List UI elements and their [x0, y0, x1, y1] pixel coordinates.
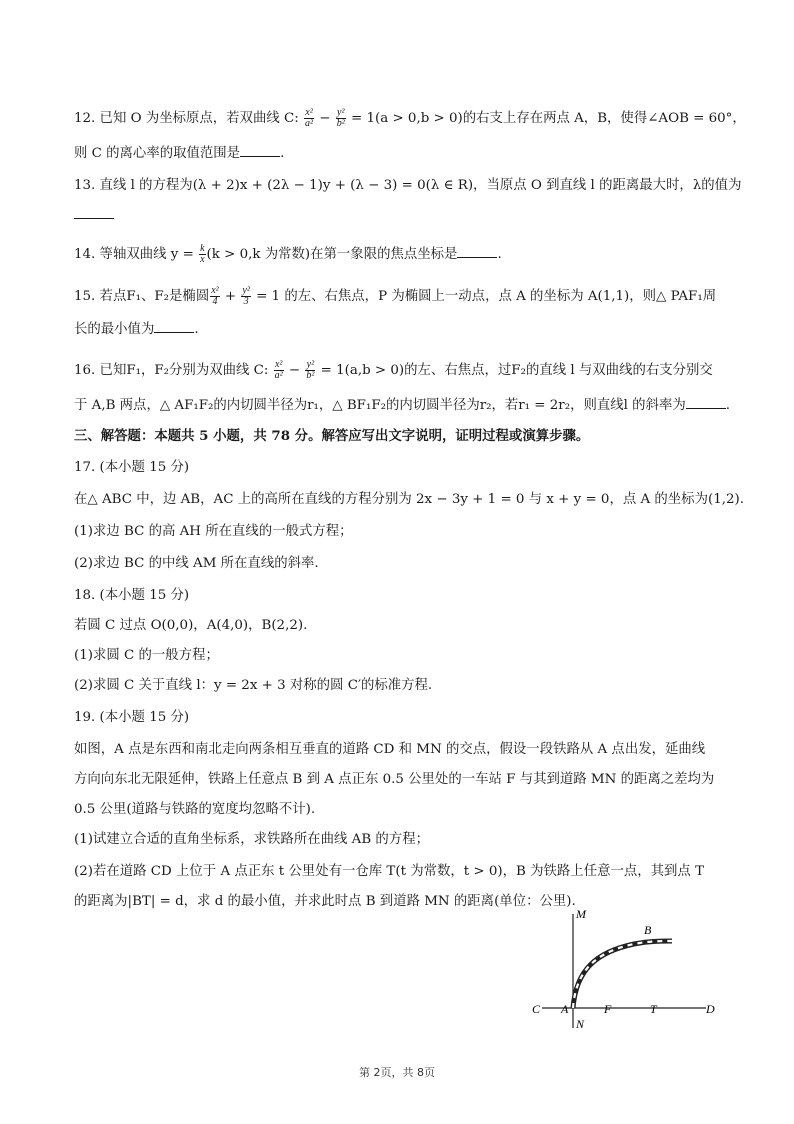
answer-blank[interactable]: [686, 396, 726, 409]
q13-line2: [74, 206, 734, 226]
fraction-y2-3: $\frac{\text{y²}}{3}$: [242, 285, 250, 307]
label-c: C: [532, 1002, 541, 1016]
fraction-y2-b2: $\frac{\text{y²}}{\text{b²}}$: [336, 107, 345, 129]
answer-blank[interactable]: [240, 144, 280, 157]
q14-text-a: 14. 等轴双曲线 y =: [74, 247, 199, 262]
q19-heading: 19. (本小题 15 分): [74, 710, 190, 725]
q18-body: 若圆 C 过点 O(0,0)，A(4,0)，B(2,2).: [74, 618, 308, 633]
q12-text-b: = 1(a > 0,b > 0)的右支上存在两点 A，B，使得∠AOB = 60°，: [346, 111, 746, 126]
label-f: F: [604, 1002, 612, 1016]
label-d: D: [706, 1002, 715, 1016]
q13-line1: [74, 176, 742, 196]
fraction-x2-a2: $\frac{\text{x²}}{\text{a²}}$: [274, 359, 283, 381]
q18-heading: 18. (本小题 15 分): [74, 588, 190, 603]
q15-text-d: .: [194, 322, 199, 337]
q15-text-c: 长的最小值为: [74, 322, 155, 337]
q12-text-a: 12. 已知 O 为坐标原点，若双曲线 C:: [74, 111, 303, 126]
q12-text-c: 则 C 的离心率的取值范围是: [74, 146, 241, 161]
q15-text-a: 15. 若点F₁、F₂是椭圆: [74, 289, 210, 304]
railway-figure: [524, 900, 724, 1030]
q15-line1: 15. 若点F₁、F₂是椭圆 $\frac{\text{x²}}{4}$ + $\frac{\text{y²}}{3}$ = 1 的左、右焦点，P 为椭圆上一动点，点 A 的坐标为 A(1,1)，则△ PAF₁周: [74, 285, 717, 307]
q13-text: 13. 直线 l 的方程为(λ + 2)x + (2λ − 1)y + (λ − 3) = 0(λ ∈ R)，当原点 O 到直线 l 的距离最大时，λ的值为: [74, 178, 742, 193]
fraction-x2-a2: $\frac{\text{x²}}{\text{a²}}$: [305, 107, 313, 129]
label-n: N: [576, 1017, 585, 1030]
q19-part1: (1)试建立合适的直角坐标系，求铁路所在曲线 AB 的方程；: [74, 832, 429, 847]
answer-blank[interactable]: [154, 320, 194, 333]
page-footer: 第 2页，共 8页: [359, 1066, 435, 1079]
fraction-x2-4: $\frac{\text{x²}}{4}$: [211, 285, 219, 307]
q14-text-b: (k > 0,k 为常数)在第一象限的焦点坐标是: [206, 247, 458, 262]
q17-heading: 17. (本小题 15 分): [74, 460, 190, 475]
label-m: M: [576, 907, 586, 921]
q17-part2: (2)求边 BC 的中线 AM 所在直线的斜率.: [74, 556, 319, 571]
railway-curve-dash: [573, 941, 672, 1008]
label-b: B: [644, 923, 652, 937]
q16-text-a: 16. 已知F₁，F₂分别为双曲线 C:: [74, 363, 273, 378]
q14-line: [74, 244, 734, 265]
q15-line2: [74, 320, 734, 340]
q17-part1: (1)求边 BC 的高 AH 所在直线的一般式方程；: [74, 524, 353, 539]
q17-body: 在△ ABC 中，边 AB，AC 上的高所在直线的方程分别为 2x − 3y + 1 = 0 与 x + y = 0，点 A 的坐标为(1,2).: [74, 492, 744, 507]
q16-line1: 16. 已知F₁，F₂分别为双曲线 C: $\frac{\text{x²}}{\text{a²}}$ − $\frac{\text{y²}}{\text{b²}}$ = 1(a,b > 0)的左、右焦点，过F₂的直线 l 与双曲线的右支分别交: [74, 359, 713, 381]
fraction-y2-b2: $\frac{\text{y²}}{\text{b²}}$: [306, 359, 315, 381]
label-t: T: [650, 1002, 657, 1016]
answer-blank[interactable]: [74, 206, 114, 219]
q12-line1: 12. 已知 O 为坐标原点，若双曲线 C: $\frac{\text{x²}}{\text{a²}}$ − $\frac{\text{y²}}{\text{b²}}$ = 1(a > 0,b > 0)的右支上存在两点 A，B，使得∠AOB = 60°，: [74, 107, 746, 129]
railway-curve-outline: [573, 941, 672, 1008]
label-a: A: [561, 1002, 569, 1016]
q12-line2: [74, 144, 734, 164]
fraction-k-x: $\frac{k}{x}$: [200, 243, 205, 265]
q19-part2-line2: 的距离为|BT| = d，求 d 的最小值，并求此时点 B 到道路 MN 的距离(单位：公里).: [74, 894, 576, 909]
q14-text-c: .: [497, 247, 502, 262]
q19-body-line1: 如图，A 点是东西和南北走向两条相互垂直的道路 CD 和 MN 的交点，假设一段铁路从 A 点出发，延曲线: [74, 742, 706, 757]
q19-part2-line1: (2)若在道路 CD 上位于 A 点正东 t 公里处有一仓库 T(t 为常数，t > 0)，B 为铁路上任意一点，其到点 T: [74, 864, 705, 879]
q19-body-line3: 0.5 公里(道路与铁路的宽度均忽略不计).: [74, 802, 316, 817]
q16-text-b: = 1(a,b > 0)的左、右焦点，过F₂的直线 l 与双曲线的右支分别交: [316, 363, 713, 378]
q18-part2: (2)求圆 C 关于直线 l：y = 2x + 3 对称的圆 C′的标准方程.: [74, 678, 433, 693]
q16-text-c: 于 A,B 两点，△ AF₁F₂的内切圆半径为r₁，△ BF₁F₂的内切圆半径为r₂，若r₁ = 2r₂，则直线l 的斜率为: [74, 398, 686, 413]
q16-line2: [74, 396, 734, 416]
q12-text-d: .: [280, 146, 285, 161]
q19-body-line2: 方向向东北无限延伸，铁路上任意点 B 到 A 点正东 0.5 公里处的一车站 F 与其到道路 MN 的距离之差均为: [74, 772, 715, 787]
q18-part1: (1)求圆 C 的一般方程；: [74, 648, 219, 663]
answer-blank[interactable]: [457, 245, 497, 258]
section-heading: 三、解答题：本题共 5 小题，共 78 分。解答应写出文字说明，证明过程或演算步骤。: [74, 428, 590, 444]
q16-text-d: .: [725, 398, 730, 413]
q15-text-b: = 1 的左、右焦点，P 为椭圆上一动点，点 A 的坐标为 A(1,1)，则△ PAF₁周: [251, 289, 717, 304]
